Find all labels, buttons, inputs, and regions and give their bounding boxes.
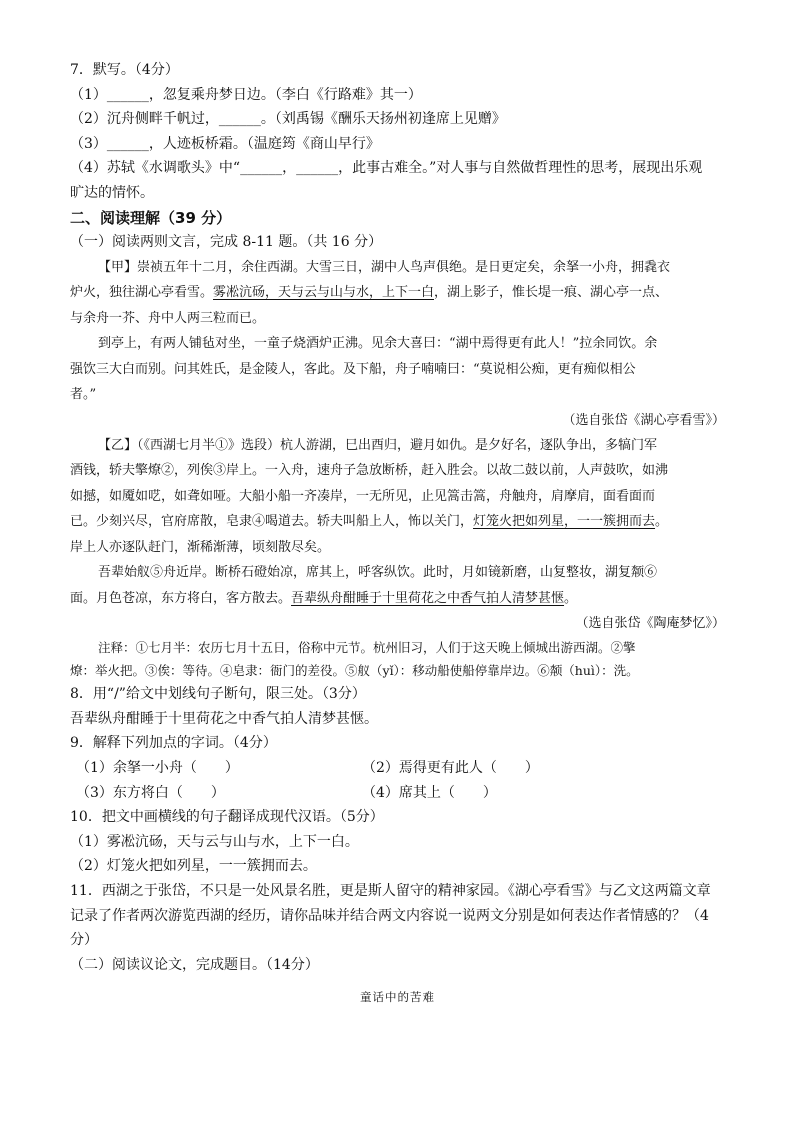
- passage-b-line-3: 如撼，如魇如呓，如聋如哑。大船小船一齐凑岸，一无所见，止见篙击篙，舟触舟，肩摩肩，面看面而: [70, 488, 656, 504]
- q11-line-2: 记录了作者两次游览西湖的经历，请你品味并结合两文内容说一说两文分别是如何表达作者情感的？（4: [70, 907, 709, 924]
- q11-line-1: 11．西湖之于张岱，不只是一处风景名胜，更是斯人留守的精神家园。《湖心亭看雪》与乙文这两篇文章: [70, 883, 711, 899]
- q9-item-3: （3）东方将白（ ）: [76, 784, 225, 801]
- q9-row-2: [70, 781, 725, 806]
- q7-item-3: （3）______，人迹板桥霜。（温庭筠《商山早行》: [70, 135, 380, 152]
- underlined-sentence-3: 吾辈纵舟酣睡于十里荷花之中香气拍人清梦甚惬: [291, 590, 565, 606]
- passage-a: [70, 255, 725, 433]
- passage-b-text: 。: [564, 590, 578, 606]
- footnote-line-2: 燎：举火把。③俟：等待。④皂隶：衙门的差役。⑤舣（yǐ）：移动船使船停靠岸边。⑥颒（huì）：洗。: [70, 663, 639, 679]
- q8-sentence: 吾辈纵舟酣睡于十里荷花之中香气拍人清梦甚惬。: [70, 710, 378, 727]
- exam-page: [70, 58, 725, 1005]
- q7-item-1: （1）______，忽复乘舟梦日边。（李白《行路难》其一）: [70, 86, 422, 103]
- article-title: 童话中的苦难: [360, 990, 435, 1005]
- passage-b-line-4: [70, 509, 725, 535]
- q10-item-1: （1）雾凇沆砀，天与云与山与水，上下一白。: [70, 833, 359, 850]
- passage-a-line-3: 与余舟一芥、舟中人两三粒而已。: [70, 310, 266, 326]
- passage-b-line-2: 酒钱，轿夫擎燎②，列俟③岸上。一入舟，速舟子急放断桥，赶入胜会。以故二鼓以前，人声鼓吹，如沸: [70, 463, 669, 479]
- underlined-sentence-1: 雾凇沆砀，天与云与山与水，上下一白: [213, 285, 435, 301]
- q10-title: 10．把文中画横线的句子翻译成现代汉语。（5分）: [70, 809, 384, 826]
- q9-title: 9．解释下列加点的字词。（4分）: [70, 735, 277, 752]
- passage-b-line-7: [70, 586, 725, 612]
- section2-part1: （一）阅读两则文言，完成 8-11 题。（共 16 分）: [70, 234, 383, 251]
- q11-line-3: 分）: [70, 932, 98, 949]
- passage-b-line-1: 【乙】（《西湖七月半①》选段）杭人游湖，巳出酉归，避月如仇。是夕好名，逐队争出，多犒门军: [98, 437, 658, 453]
- q7-title: 7．默写。（4分）: [70, 62, 179, 78]
- passage-b: [70, 433, 725, 683]
- part2-title: （二）阅读议论文，完成题目。（14分）: [70, 956, 319, 973]
- passage-b-line-5: 岸上人亦逐队赶门，渐稀渐薄，顷刻散尽矣。: [70, 539, 331, 555]
- passage-b-text: 已。少刻兴尽，官府席散，皂隶④喝道去。轿夫叫船上人，怖以关门，: [70, 514, 474, 530]
- underlined-sentence-2: 灯笼火把如列星，一一簇拥而去: [473, 514, 656, 530]
- passage-b-line-6: 吾辈始舣⑤舟近岸。断桥石磴始凉，席其上，呼客纵饮。此时，月如镜新磨，山复整妆，湖复颒⑥: [98, 565, 658, 581]
- passage-a-source: （选自张岱《湖心亭看雪》）: [562, 412, 725, 428]
- q8-title: 8．用“/”给文中划线句子断句，限三处。（3分）: [70, 686, 366, 703]
- q10-item-2: （2）灯笼火把如列星，一一簇拥而去。: [70, 858, 317, 875]
- q9-item-1: （1）余拏一小舟（ ）: [76, 760, 239, 777]
- passage-b-text: 面。月色苍凉，东方将白，客方散去。: [70, 590, 292, 606]
- passage-a-line-6: 者。”: [70, 387, 97, 403]
- q7-item-4: （4）苏轼《水调歌头》中“______，______，此事古难全。”对人事与自然做哲理性的思考，展现出乐观: [70, 160, 703, 177]
- footnote-line-1: 注释：①七月半：农历七月十五日，俗称中元节。杭州旧习，人们于这天晚上倾城出游西湖。②擎: [98, 640, 636, 656]
- q9-row-1: [70, 756, 725, 781]
- q7-item-2: （2）沉舟侧畔千帆过，______。（刘禹锡《酬乐天扬州初逢席上见赠》: [70, 111, 506, 128]
- passage-b-text: 。: [655, 514, 669, 530]
- passage-a-line-4: 到亭上，有两人铺毡对坐，一童子烧酒炉正沸。见余大喜曰：“湖中焉得更有此人！”拉余同饮。余: [98, 336, 658, 352]
- q7-item-4-cont: 旷达的情怀。: [70, 184, 154, 201]
- passage-b-source: （选自张岱《陶庵梦忆》）: [575, 616, 725, 632]
- section2-title: 二、阅读理解（39 分）: [70, 208, 232, 227]
- passage-a-line-1: 【甲】崇祯五年十二月，余住西湖。大雪三日，湖中人鸟声俱绝。是日更定矣，余拏一小舟，拥毳衣: [98, 259, 671, 275]
- passage-a-line-5: 强饮三大白而别。问其姓氏，是金陵人，客此。及下船，舟子喃喃曰：“莫说相公痴，更有痴似相公: [70, 361, 636, 377]
- q9-item-2: （2）焉得更有此人（ ）: [362, 760, 539, 777]
- passage-a-text: 炉火，独往湖心亭看雪。: [70, 285, 214, 301]
- passage-a-line-2: [70, 280, 725, 306]
- q9-item-4: （4）席其上（ ）: [362, 784, 497, 801]
- passage-a-text: ，湖上影子，惟长堤一痕、湖心亭一点、: [434, 285, 669, 301]
